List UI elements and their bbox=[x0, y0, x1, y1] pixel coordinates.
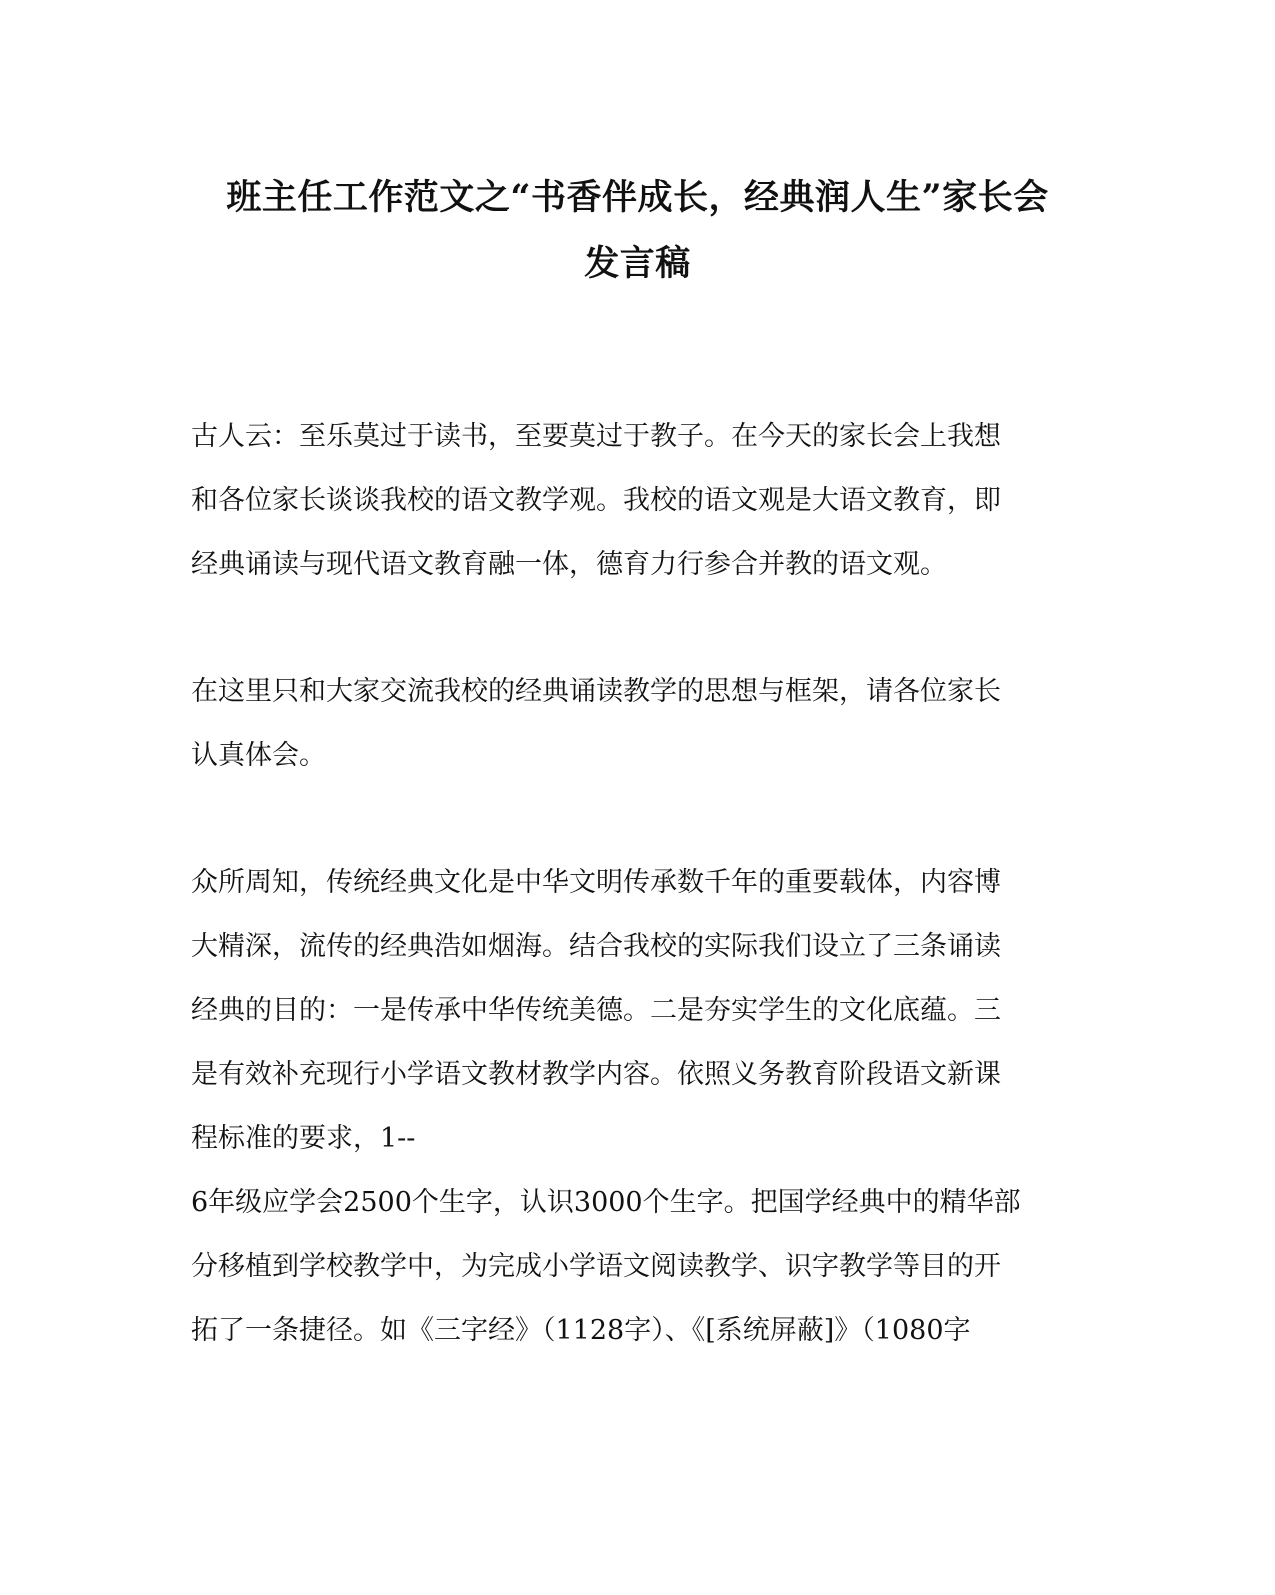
text-line: 是有效补充现行小学语文教材教学内容。依照义务教育阶段语文新课 bbox=[191, 1059, 1001, 1090]
document-title bbox=[180, 165, 1095, 297]
paragraph-classics bbox=[191, 851, 1051, 1363]
text-line: 认真体会。 bbox=[191, 740, 326, 771]
document-body bbox=[191, 405, 1051, 1426]
title-line: 发言稿 bbox=[584, 243, 691, 284]
text-line: 大精深，流传的经典浩如烟海。结合我校的实际我们设立了三条诵读 bbox=[191, 931, 1001, 962]
text-line: 经典诵读与现代语文教育融一体，德育力行参合并教的语文观。 bbox=[191, 549, 947, 580]
text-line: 古人云：至乐莫过于读书，至要莫过于教子。在今天的家长会上我想 bbox=[191, 421, 1001, 452]
text-line: 众所周知，传统经典文化是中华文明传承数千年的重要载体，内容博 bbox=[191, 867, 1001, 898]
text-line: 分移植到学校教学中，为完成小学语文阅读教学、识字教学等目的开 bbox=[191, 1251, 1001, 1282]
text-line: 在这里只和大家交流我校的经典诵读教学的思想与框架，请各位家长 bbox=[191, 676, 1001, 707]
text-line: 程标准的要求，1-- bbox=[191, 1123, 416, 1154]
paragraph-framework bbox=[191, 660, 1051, 788]
text-line: 经典的目的：一是传承中华传统美德。二是夯实学生的文化底蕴。三 bbox=[191, 995, 1001, 1026]
text-line: 和各位家长谈谈我校的语文教学观。我校的语文观是大语文教育，即 bbox=[191, 485, 1001, 516]
text-line: 拓了一条捷径。如《三字经》（1128字）、《[系统屏蔽]》（1080字 bbox=[191, 1315, 971, 1346]
paragraph-intro bbox=[191, 405, 1051, 597]
text-line: 6年级应学会2500个生字，认识3000个生字。把国学经典中的精华部 bbox=[191, 1187, 1021, 1218]
title-line: 班主任工作范文之“书香伴成长，经典润人生”家长会 bbox=[226, 177, 1049, 218]
